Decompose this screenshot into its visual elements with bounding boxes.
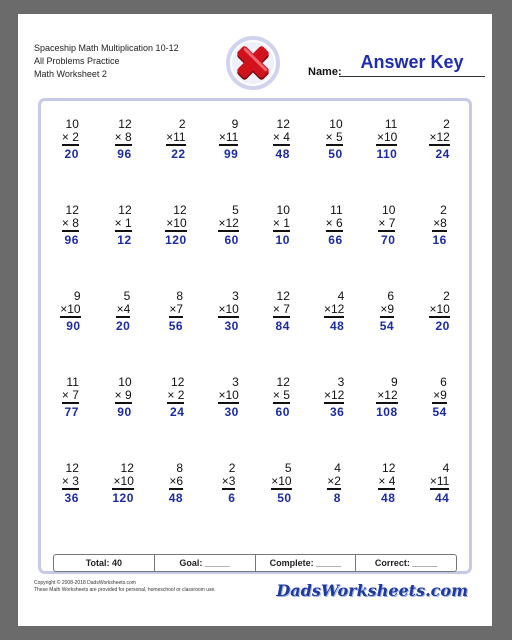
problem bbox=[165, 204, 187, 290]
score-summary bbox=[53, 554, 457, 572]
problem-cell bbox=[361, 204, 414, 290]
worksheet-page bbox=[18, 14, 492, 626]
problem bbox=[273, 376, 290, 462]
problem-cell bbox=[150, 462, 203, 548]
problem-cell bbox=[150, 290, 203, 376]
problem bbox=[273, 118, 290, 204]
answer: 54 bbox=[379, 319, 395, 333]
multiplier: ×10 bbox=[376, 130, 398, 144]
multiplicand: 5 bbox=[232, 203, 239, 217]
heading-title: Spaceship Math Multiplication 10-12 bbox=[34, 43, 179, 53]
multiplicand: 11 bbox=[384, 117, 398, 131]
problem-cell bbox=[413, 376, 466, 462]
problem-cell bbox=[202, 204, 255, 290]
multiplicand: 6 bbox=[387, 289, 395, 303]
answer: 36 bbox=[64, 491, 79, 505]
brand-logo[interactable]: DadsWorksheets.com bbox=[276, 581, 468, 600]
multiplicand: 2 bbox=[178, 117, 186, 131]
multiplier: ×10 bbox=[60, 302, 81, 316]
problem bbox=[222, 462, 236, 548]
problem-cell bbox=[413, 462, 466, 548]
problem bbox=[327, 462, 341, 548]
problem-cell bbox=[44, 204, 97, 290]
answer: 56 bbox=[168, 319, 184, 333]
multiplier: × 8 bbox=[61, 216, 79, 230]
problem bbox=[271, 462, 291, 548]
multiplicand: 12 bbox=[171, 375, 185, 389]
problem bbox=[169, 462, 183, 548]
multiplier: ×3 bbox=[221, 474, 236, 488]
answer: 99 bbox=[224, 147, 239, 161]
multiplicand: 12 bbox=[382, 461, 396, 475]
answer: 12 bbox=[117, 233, 132, 247]
multiplier: ×11 bbox=[429, 474, 450, 488]
problem-cell bbox=[44, 290, 97, 376]
multiplier: ×8 bbox=[433, 216, 447, 230]
multiplicand: 8 bbox=[176, 289, 184, 303]
multiplier: ×10 bbox=[166, 216, 187, 230]
multiplicand: 12 bbox=[276, 375, 290, 389]
multiplier: ×12 bbox=[323, 302, 345, 316]
multiplicand: 12 bbox=[276, 289, 290, 303]
answer-key-title: Answer Key bbox=[360, 52, 464, 72]
multiplier: × 5 bbox=[272, 388, 290, 402]
problem-cell bbox=[97, 376, 150, 462]
answer: 120 bbox=[165, 233, 187, 247]
multiplier: × 1 bbox=[272, 216, 290, 230]
problem-cell bbox=[308, 118, 361, 204]
multiplicand: 12 bbox=[65, 203, 79, 217]
problem-cell bbox=[413, 118, 466, 204]
answer: 120 bbox=[112, 491, 134, 505]
multiplier: × 7 bbox=[378, 216, 396, 230]
problem-cell bbox=[202, 376, 255, 462]
answer: 48 bbox=[168, 491, 184, 505]
goal-cell[interactable]: Goal: _____ bbox=[155, 555, 256, 571]
total-cell: Total: 40 bbox=[54, 555, 155, 571]
multiplier: ×10 bbox=[429, 302, 450, 316]
multiplicand: 11 bbox=[330, 203, 343, 217]
multiplier: ×4 bbox=[116, 302, 131, 316]
problem-cell bbox=[150, 118, 203, 204]
problem-cell bbox=[44, 118, 97, 204]
problem-cell bbox=[97, 462, 150, 548]
answer: 96 bbox=[64, 233, 79, 247]
problem bbox=[112, 462, 134, 548]
problem bbox=[218, 204, 238, 290]
multiplicand: 2 bbox=[228, 461, 236, 475]
multiplier: × 4 bbox=[378, 474, 396, 488]
answer: 20 bbox=[435, 319, 450, 333]
answer: 48 bbox=[381, 491, 396, 505]
multiplier: × 6 bbox=[325, 216, 343, 230]
multiplicand: 4 bbox=[337, 289, 345, 303]
answer: 8 bbox=[333, 491, 341, 505]
multiplicand: 4 bbox=[442, 461, 450, 475]
problem bbox=[115, 118, 132, 204]
problem-cell bbox=[361, 462, 414, 548]
multiplicand: 8 bbox=[176, 461, 184, 475]
complete-cell[interactable]: Complete: _____ bbox=[256, 555, 357, 571]
problem-cell bbox=[150, 204, 203, 290]
problem-cell bbox=[413, 290, 466, 376]
problem bbox=[166, 118, 185, 204]
worksheet-heading bbox=[34, 42, 179, 81]
multiplicand: 9 bbox=[231, 117, 239, 131]
answer: 20 bbox=[115, 319, 131, 333]
problem-cell bbox=[308, 204, 361, 290]
problem bbox=[380, 290, 394, 376]
answer: 10 bbox=[275, 233, 290, 247]
problem bbox=[60, 290, 80, 376]
problem bbox=[62, 118, 79, 204]
multiplier: ×10 bbox=[271, 474, 292, 488]
problem-cell bbox=[255, 376, 308, 462]
problem bbox=[324, 376, 344, 462]
multiplicand: 10 bbox=[329, 117, 343, 131]
copyright-text: Copyright © 2008-2018 DadsWorksheets.com bbox=[34, 580, 136, 586]
problem bbox=[429, 118, 449, 204]
answer: 50 bbox=[277, 491, 292, 505]
multiplier: ×7 bbox=[169, 302, 184, 316]
multiplier: ×12 bbox=[323, 388, 345, 402]
multiplier: ×11 bbox=[166, 130, 186, 144]
multiplier: ×10 bbox=[218, 388, 239, 402]
multiplicand: 2 bbox=[443, 289, 450, 303]
problem bbox=[115, 204, 132, 290]
multiplier: ×12 bbox=[218, 216, 239, 230]
multiplier: × 7 bbox=[272, 302, 290, 316]
problem bbox=[324, 290, 344, 376]
problem-cell bbox=[202, 462, 255, 548]
problem bbox=[378, 462, 395, 548]
problem bbox=[167, 376, 184, 462]
multiplicand: 5 bbox=[123, 289, 131, 303]
multiplier: ×12 bbox=[377, 388, 398, 402]
answer: 77 bbox=[64, 405, 79, 419]
multiplier: ×10 bbox=[218, 302, 239, 316]
multiplicand: 2 bbox=[443, 117, 450, 131]
multiplier: × 4 bbox=[272, 130, 290, 144]
problem-cell bbox=[202, 118, 255, 204]
problem-cell bbox=[255, 290, 308, 376]
problem bbox=[218, 290, 238, 376]
problem bbox=[432, 204, 446, 290]
answer: 48 bbox=[329, 319, 345, 333]
multiplicand: 11 bbox=[66, 375, 79, 389]
multiplier: × 2 bbox=[61, 130, 79, 144]
answer: 48 bbox=[275, 147, 290, 161]
footer-text bbox=[34, 580, 216, 594]
problem bbox=[62, 204, 79, 290]
problem-cell bbox=[150, 376, 203, 462]
problem-cell bbox=[97, 118, 150, 204]
answer: 66 bbox=[328, 233, 343, 247]
multiplicand: 5 bbox=[284, 461, 292, 475]
problem bbox=[116, 290, 130, 376]
multiplier: ×2 bbox=[327, 474, 341, 488]
multiplicand: 6 bbox=[440, 375, 447, 389]
answer: 16 bbox=[432, 233, 447, 247]
multiplicand: 2 bbox=[440, 203, 447, 217]
problem-cell bbox=[97, 290, 150, 376]
problem-grid bbox=[44, 118, 466, 548]
problem-cell bbox=[255, 462, 308, 548]
answer: 6 bbox=[228, 491, 236, 505]
answer: 110 bbox=[376, 147, 398, 161]
problem-cell bbox=[255, 118, 308, 204]
answer: 54 bbox=[432, 405, 447, 419]
problem bbox=[432, 376, 446, 462]
problem bbox=[378, 204, 395, 290]
problem bbox=[62, 376, 79, 462]
multiplier: × 7 bbox=[61, 388, 79, 402]
problem bbox=[326, 204, 343, 290]
problem bbox=[62, 462, 79, 548]
heading-worksheet-number: Math Worksheet 2 bbox=[34, 69, 107, 79]
answer: 84 bbox=[275, 319, 290, 333]
problem-cell bbox=[361, 290, 414, 376]
multiplier: × 9 bbox=[114, 388, 132, 402]
heading-subtitle: All Problems Practice bbox=[34, 56, 120, 66]
answer: 96 bbox=[117, 147, 132, 161]
multiplier: ×6 bbox=[169, 474, 184, 488]
answer: 22 bbox=[171, 147, 186, 161]
name-label: Name: bbox=[308, 66, 342, 78]
answer: 50 bbox=[328, 147, 343, 161]
multiplicand: 10 bbox=[118, 375, 132, 389]
problem-cell bbox=[361, 376, 414, 462]
answer: 30 bbox=[224, 319, 239, 333]
problem bbox=[169, 290, 183, 376]
problem bbox=[219, 118, 238, 204]
problem-cell bbox=[308, 290, 361, 376]
multiplicand: 3 bbox=[232, 289, 239, 303]
multiplicand: 9 bbox=[390, 375, 398, 389]
answer: 90 bbox=[66, 319, 81, 333]
multiplicand: 12 bbox=[65, 461, 79, 475]
answer: 44 bbox=[435, 491, 450, 505]
multiplier: × 2 bbox=[167, 388, 185, 402]
problem-cell bbox=[255, 204, 308, 290]
name-field-line[interactable] bbox=[339, 76, 485, 77]
correct-cell[interactable]: Correct: _____ bbox=[374, 558, 438, 568]
multiplicand: 10 bbox=[382, 203, 396, 217]
multiplicand: 12 bbox=[276, 117, 290, 131]
multiplier: ×9 bbox=[380, 302, 395, 316]
answer: 60 bbox=[275, 405, 290, 419]
problem-cell bbox=[44, 462, 97, 548]
problem bbox=[273, 290, 290, 376]
problem-cell bbox=[308, 462, 361, 548]
multiplier: × 5 bbox=[325, 130, 343, 144]
multiplicand: 3 bbox=[232, 375, 239, 389]
multiplicand: 9 bbox=[73, 289, 81, 303]
problem bbox=[326, 118, 343, 204]
problem-cell bbox=[202, 290, 255, 376]
problem bbox=[273, 204, 290, 290]
problem-cell bbox=[413, 204, 466, 290]
problem-cell bbox=[361, 118, 414, 204]
problem bbox=[218, 376, 238, 462]
answer: 60 bbox=[224, 233, 239, 247]
answer: 24 bbox=[435, 147, 450, 161]
multiplier: ×11 bbox=[218, 130, 239, 144]
problem-cell bbox=[44, 376, 97, 462]
usage-note: These Math Worksheets are provided for personal, homeschool or classroom use. bbox=[34, 587, 216, 593]
problem bbox=[430, 462, 449, 548]
problem-cell bbox=[97, 204, 150, 290]
answer: 70 bbox=[381, 233, 396, 247]
multiplicand: 3 bbox=[337, 375, 345, 389]
multiplicand: 12 bbox=[118, 117, 132, 131]
multiplier: ×9 bbox=[433, 388, 447, 402]
multiplicand: 10 bbox=[65, 117, 79, 131]
multiplier: ×10 bbox=[113, 474, 134, 488]
multiplicand: 12 bbox=[118, 203, 132, 217]
multiplier: ×12 bbox=[429, 130, 450, 144]
problem-cell bbox=[308, 376, 361, 462]
problem bbox=[376, 118, 397, 204]
multiplier: × 1 bbox=[114, 216, 132, 230]
multiplicand: 10 bbox=[276, 203, 290, 217]
answer: 108 bbox=[376, 405, 398, 419]
answer: 24 bbox=[170, 405, 185, 419]
answer: 36 bbox=[329, 405, 345, 419]
multiplier: × 3 bbox=[61, 474, 79, 488]
multiplicand: 12 bbox=[120, 461, 134, 475]
multiplicand: 12 bbox=[173, 203, 187, 217]
multiplicand: 4 bbox=[334, 461, 341, 475]
answer: 20 bbox=[64, 147, 79, 161]
answer: 90 bbox=[117, 405, 132, 419]
red-x-icon bbox=[226, 36, 280, 90]
problem bbox=[376, 376, 398, 462]
problem bbox=[429, 290, 449, 376]
answer: 30 bbox=[224, 405, 239, 419]
problem bbox=[115, 376, 132, 462]
multiplier: × 8 bbox=[114, 130, 132, 144]
